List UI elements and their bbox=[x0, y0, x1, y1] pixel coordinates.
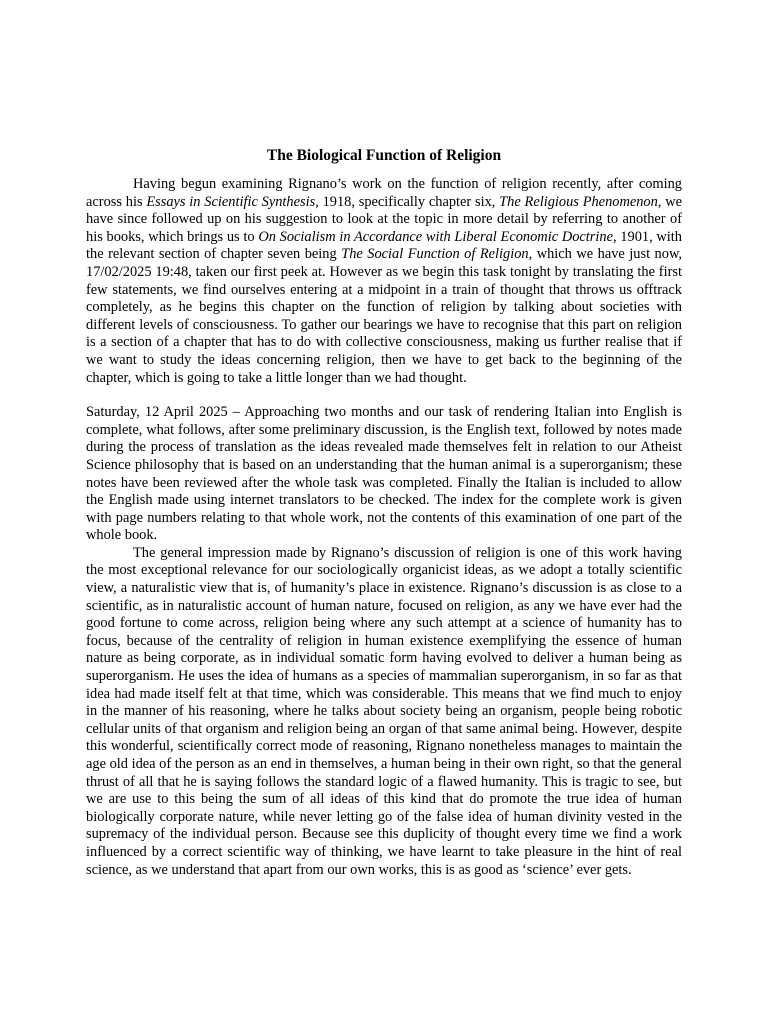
paragraph-spacer bbox=[86, 387, 682, 404]
chapter-title-religious-phenomenon: The Religious Phenomenon bbox=[499, 193, 658, 210]
book-title-socialism: On Socialism in Accordance with Liberal Economic Doctrine bbox=[258, 228, 613, 245]
document-title: The Biological Function of Religion bbox=[266, 147, 502, 164]
paragraph-intro-text-2: , 1918, specifically chapter six, bbox=[315, 193, 500, 210]
paragraph-intro-text-4: , 1901, with the relevant section of chapter seven being bbox=[86, 228, 682, 263]
paragraph-general-impression: The general impression made by Rignano’s discussion of religion is one of this work having the most exceptional relevance for our sociologically organicist ideas, as we adopt a totally scientific view, a naturalistic view that is, of humanity’s place in existence. Rignano’s discussion is as close to a scientific, as in naturalistic account of human nature, focused on religion, as any we have ever had the good fortune to come across, religion being where any such attempt at a science of humanity has to focus, because of the centrality of religion in human existence exemplifying the essence of human nature as being corporate, as in individual somatic form having evolved to deliver a human being as superorganism. He uses the idea of humans as a species of mammalian superorganism, in so far as that idea had made itself felt at that time, which was considerable. This means that we find much to enjoy in the manner of his reasoning, where he talks about society being an organism, people being robotic cellular units of that organism and religion being an organ of that same animal being. However, despite this wonderful, scientifically correct mode of reasoning, Rignano nonetheless manages to maintain the age old idea of the person as an end in themselves, a human being in their own right, so that the general thrust of all that he is saying follows the standard logic of a flawed humanity. This is tragic to see, but we are use to this being the sum of all ideas of this kind that do promote the true idea of human biologically corporate nature, while never letting go of the false idea of human divinity vested in the supremacy of the individual person. Because see this duplicity of thought every time we find a work influenced by a correct scientific way of thinking, we have learnt to take pleasure in the hint of real science, as we understand that apart from our own works, this is as good as ‘science’ ever gets. bbox=[86, 544, 682, 878]
paragraph-intro-text-1: Having begun examining Rignano’s work on the function of religion recently, after coming across his bbox=[86, 176, 682, 210]
paragraph-dated-note: Saturday, 12 April 2025 – Approaching two months and our task of rendering Italian into English is complete, what follows, after some preliminary discussion, is the English text, followed by notes made during the process of translation as the ideas revealed made themselves felt in relation to our Atheist Science philosophy that is based on an understanding that the human animal is a superorganism; these notes have been reviewed after the whole task was completed. Finally the Italian is included to allow the English made using internet translators to be checked. The index for the complete work is given with page numbers relating to that whole work, not the contents of this examination of one part of the whole book. bbox=[86, 404, 682, 544]
document-page bbox=[86, 146, 682, 879]
paragraph-intro-text-5: , which we have just now, 17/02/2025 19:48, taken our first peek at. However as we begin this task tonight by translating the first few statements, we find ourselves entering at a midpoint in a train of thought that throws us offtrack completely, as he begins this chapter on the function of religion by talking about societies with different levels of consciousness. To gather our bearings we have to recognise that this part on religion is a section of a chapter that has to do with collective consciousness, making us further realise that if we want to study the ideas concerning religion, then we have to get back to the beginning of the chapter, which is going to take a little longer than we had thought. bbox=[86, 246, 683, 386]
paragraph-intro-text-3: , we have since followed up on his suggestion to look at the topic in more detail by referring to another of his books, which brings us to bbox=[86, 193, 682, 245]
section-title-social-function: The Social Function of Religion bbox=[341, 246, 529, 263]
paragraph-intro bbox=[86, 176, 682, 387]
book-title-essays: Essays in Scientific Synthesis bbox=[146, 193, 316, 210]
